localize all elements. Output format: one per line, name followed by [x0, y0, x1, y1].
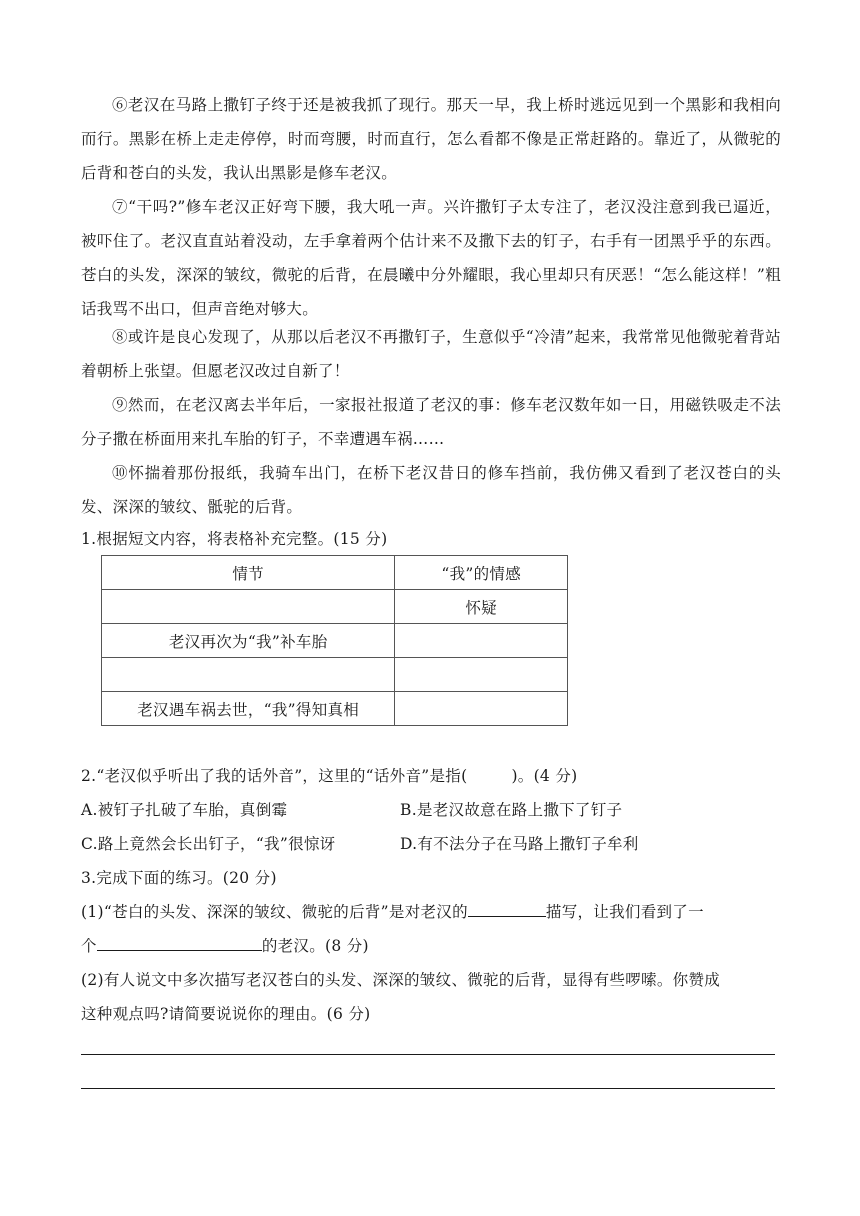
question-3-1-score: 的老汉。(8 分) [261, 937, 369, 955]
question-1-prompt: 1.根据短文内容，将表格补充完整。(15 分) [81, 530, 388, 548]
table-cell-emotion-answer[interactable] [395, 624, 568, 658]
paragraph-7: ⑦“干吗?”修车老汉正好弯下腰，我大吼一声。兴许撒钉子太专注了，老汉没注意到我已逼近，被吓住了。老汉直直站着没动，左手拿着两个估计来不及撒下去的钉子，右手有一团黑乎乎的东西。苍白的头发，深深的皱纹，微驼的后背，在晨曦中分外耀眼，我心里却只有厌恶！“怎么能这样！”粗话我骂不出口，但声音绝对够大。 [81, 198, 781, 318]
table-cell-emotion-answer[interactable] [395, 658, 568, 692]
table-header-emotion: “我”的情感 [395, 556, 568, 590]
question-2-prompt [81, 759, 781, 793]
answer-line[interactable] [81, 1088, 775, 1089]
option-b[interactable]: B.是老汉故意在路上撒下了钉子 [400, 801, 623, 819]
plot-emotion-table [101, 555, 568, 726]
table-row [102, 590, 568, 624]
question-3-1-line1 [81, 895, 781, 929]
table-cell-emotion-answer[interactable] [395, 692, 568, 726]
answer-line[interactable] [81, 1054, 775, 1055]
table-header-row [102, 556, 568, 590]
table-cell-emotion: 怀疑 [395, 590, 568, 624]
question-3-1-text-cont: 个 [81, 937, 97, 955]
table-cell-plot: 老汉再次为“我”补车胎 [102, 624, 395, 658]
paragraph-10: ⑩怀揣着那份报纸，我骑车出门，在桥下老汉昔日的修车挡前，我仿佛又看到了老汉苍白的头发、深深的皱纹、骶驼的后背。 [81, 464, 781, 516]
table-cell-plot: 老汉遇车祸去世，“我”得知真相 [102, 692, 395, 726]
table-row [102, 624, 568, 658]
table-cell-plot-answer[interactable] [102, 590, 395, 624]
table-header-plot: 情节 [102, 556, 395, 590]
question-2-text: 2.“老汉似乎听出了我的话外音”，这里的“话外音”是指( [81, 767, 468, 785]
question-3-2-line2: 这种观点吗?请简要说说你的理由。(6 分) [81, 1005, 371, 1023]
table-row [102, 658, 568, 692]
question-2-score: )。(4 分) [511, 767, 578, 785]
option-d[interactable]: D.有不法分子在马路上撒钉子牟利 [400, 835, 639, 853]
question-3-1-text: (1)“苍白的头发、深深的皱纹、微驼的后背”是对老汉的 [81, 903, 468, 921]
question-3-1-text-cont: 描写，让我们看到了一 [545, 903, 704, 921]
answer-blank-description[interactable] [468, 898, 546, 917]
question-3-2-line1: (2)有人说文中多次描写老汉苍白的头发、深深的皱纹、微驼的后背，显得有些啰嗦。你赞成 [81, 971, 721, 989]
paragraph-9: ⑨然而，在老汉离去半年后，一家报社报道了老汉的事：修车老汉数年如一日，用磁铁吸走不法分子撒在桥面用来扎车胎的钉子，不幸遭遇车祸…… [81, 396, 781, 448]
option-a[interactable]: A.被钉子扎破了车胎，真倒霉 [81, 801, 288, 819]
option-c[interactable]: C.路上竟然会长出钉子，“我”很惊讶 [81, 835, 336, 853]
question-3-1-line2 [81, 929, 781, 963]
paragraph-8: ⑧或许是良心发现了，从那以后老汉不再撒钉子，生意似乎“冷清”起来，我常常见他微驼着背站着朝桥上张望。但愿老汉改过自新了！ [81, 328, 781, 380]
paragraph-6: ⑥老汉在马路上撒钉子终于还是被我抓了现行。那天一早，我上桥时逃远见到一个黑影和我相向而行。黑影在桥上走走停停，时而弯腰，时而直行，怎么看都不像是正常赶路的。靠近了，从微驼的后背和苍白的头发，我认出黑影是修车老汉。 [81, 96, 781, 182]
question-3-prompt: 3.完成下面的练习。(20 分) [81, 869, 277, 887]
table-row [102, 692, 568, 726]
table-cell-plot-answer[interactable] [102, 658, 395, 692]
answer-blank-character[interactable] [97, 932, 262, 951]
